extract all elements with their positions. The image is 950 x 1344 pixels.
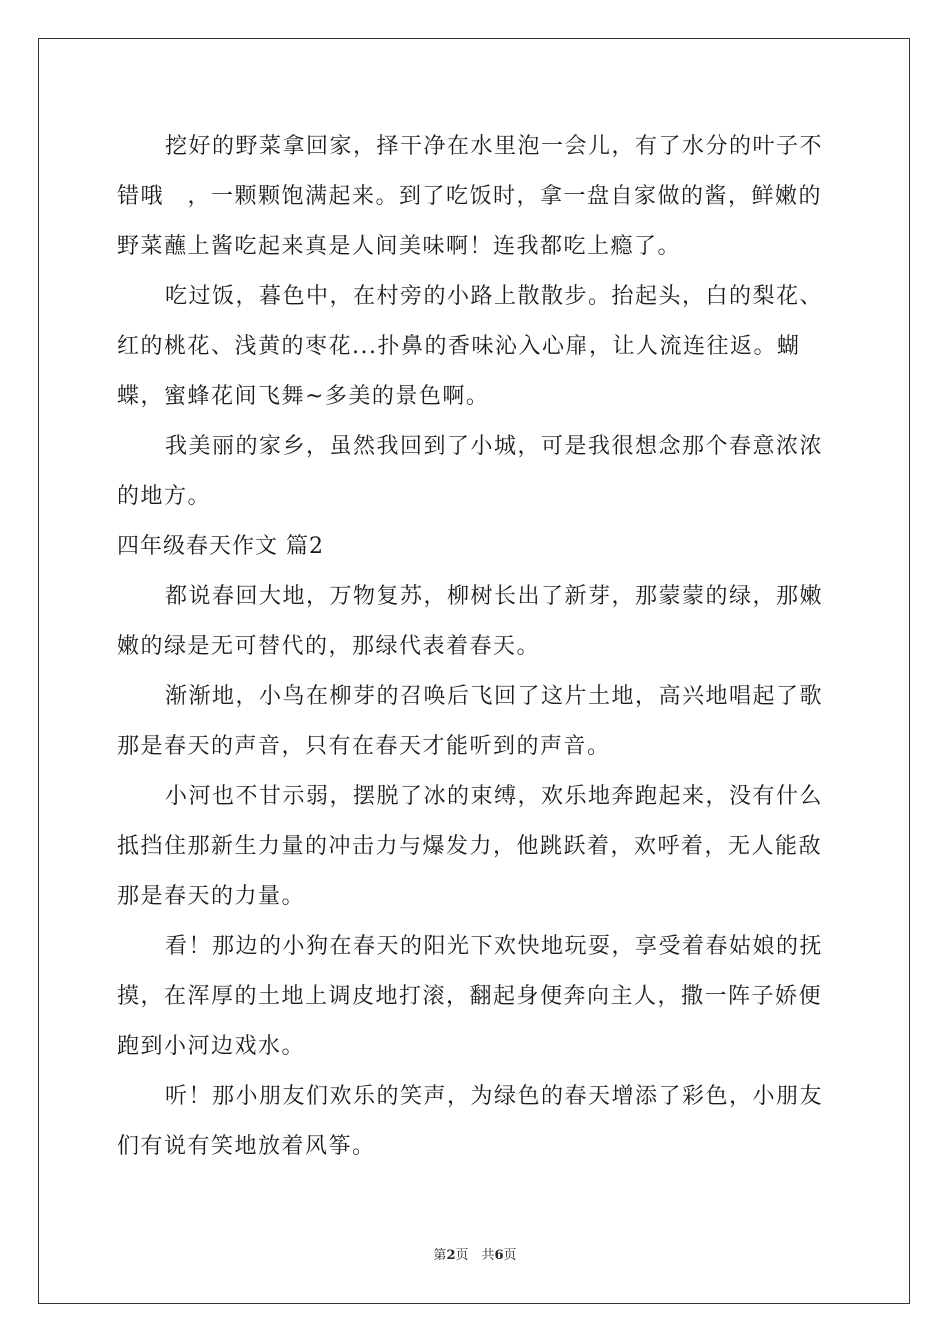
page-footer (0, 1246, 950, 1266)
text-line: 吃过饭，暮色中，在村旁的小路上散散步。抬起头，白的梨花、 (165, 284, 824, 309)
text-line: 们有说有笑地放着风筝。 (117, 1134, 376, 1159)
text-line: 小河也不甘示弱，摆脱了冰的束缚，欢乐地奔跑起来，没有什么 (165, 784, 824, 809)
text-line: 挖好的野菜拿回家，择干净在水里泡一会儿，有了水分的叶子不 (165, 134, 824, 159)
text-line: 摸，在浑厚的土地上调皮地打滚，翻起身便奔向主人，撒一阵子娇便 (117, 984, 823, 1009)
total-pages-number: 6 (494, 1248, 504, 1263)
text-line: 红的桃花、浅黄的枣花...扑鼻的香味沁入心扉，让人流连往返。蝴 (117, 334, 801, 359)
text-line: 野菜蘸上酱吃起来真是人间美味啊！连我都吃上瘾了。 (117, 234, 682, 259)
text-line: 看！那边的小狗在春天的阳光下欢快地玩耍，享受着春姑娘的抚 (165, 934, 824, 959)
section-heading: 四年级春天作文 篇2 (117, 534, 324, 559)
footer-prefix: 第 (433, 1248, 447, 1263)
text-line: 抵挡住那新生力量的冲击力与爆发力，他跳跃着，欢呼着，无人能敌 (117, 834, 823, 859)
footer-suffix: 页 (503, 1248, 517, 1263)
footer-middle: 页 共 (455, 1248, 495, 1263)
text-line: 那是春天的声音，只有在春天才能听到的声音。 (117, 734, 611, 759)
text-line: 跑到小河边戏水。 (117, 1034, 306, 1059)
text-line: 嫩的绿是无可替代的，那绿代表着春天。 (117, 634, 541, 659)
current-page-number: 2 (446, 1248, 456, 1263)
text-line: 蝶，蜜蜂花间飞舞~多美的景色啊。 (117, 384, 490, 409)
text-line: 错哦 ，一颗颗饱满起来。到了吃饭时，拿一盘自家做的酱，鲜嫩的 (117, 184, 823, 209)
text-line: 渐渐地，小鸟在柳芽的召唤后飞回了这片土地，高兴地唱起了歌 (165, 684, 824, 709)
text-line: 的地方。 (117, 484, 212, 509)
text-line: 那是春天的力量。 (117, 884, 306, 909)
text-line: 我美丽的家乡，虽然我回到了小城，可是我很想念那个春意浓浓 (165, 434, 824, 459)
document-body (117, 122, 833, 1172)
text-line: 都说春回大地，万物复苏，柳树长出了新芽，那蒙蒙的绿，那嫩 (165, 584, 824, 609)
text-line: 听！那小朋友们欢乐的笑声，为绿色的春天增添了彩色，小朋友 (165, 1084, 824, 1109)
